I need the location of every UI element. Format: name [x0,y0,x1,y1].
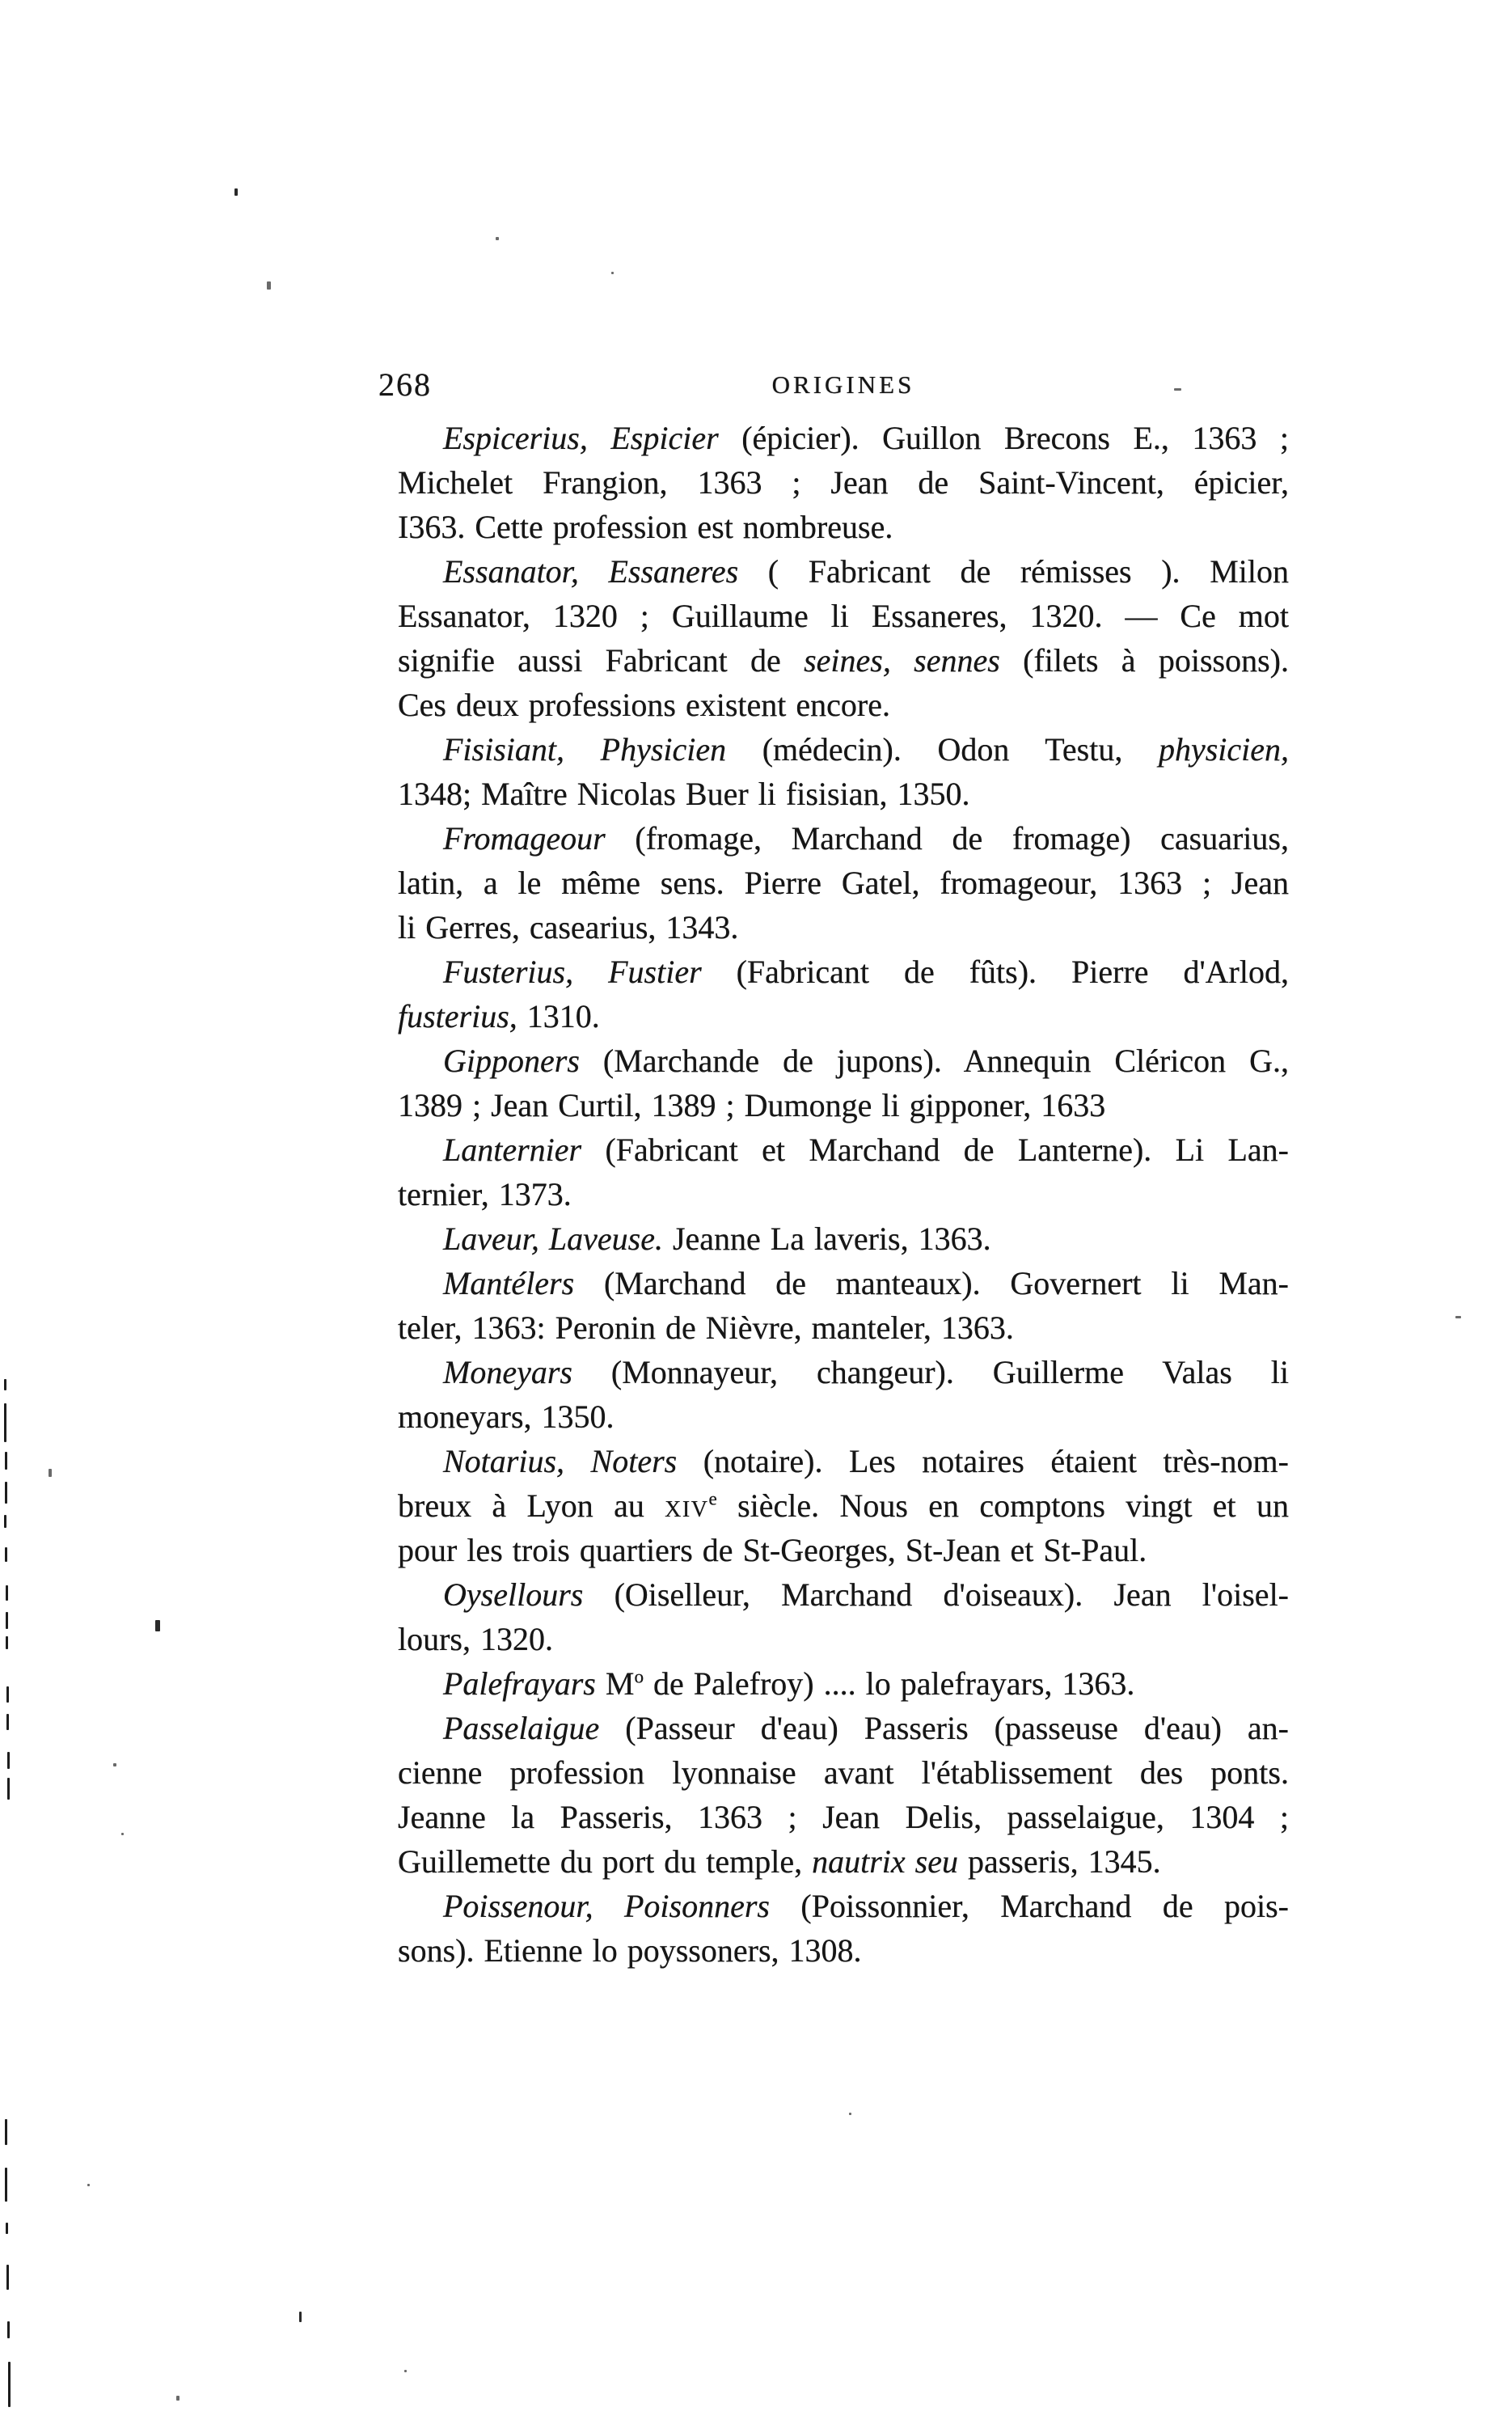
text-line: I363. Cette profession est nombreuse. [398,509,893,545]
text-line: Gipponers (Marchande de jupons). Annequin Cléricon G., [443,1043,1289,1079]
text-line: Fisisiant, Physicien (médecin). Odon Testu, physicien, [443,731,1289,768]
scan-artifact [7,1752,10,1769]
text-line: li Gerres, casearius, 1343. [398,909,739,946]
scan-artifact [4,1403,6,1442]
text-line: Laveur, Laveuse. Jeanne La laveris, 1363. [443,1221,991,1257]
text-line: cienne profession lyonnaise avant l'établissement des ponts. [398,1754,1289,1791]
page-header [378,364,1289,414]
scan-artifact [6,2223,8,2234]
paragraph [398,1572,1289,1661]
paragraph [398,549,1289,727]
scan-artifact [5,1482,7,1504]
text-line: ternier, 1373. [398,1176,572,1212]
paragraphs-container [398,416,1289,1973]
paragraph [398,1884,1289,1973]
scan-artifact [6,1612,8,1629]
text-line: lours, 1320. [398,1621,553,1657]
scan-artifact [7,2321,10,2338]
text-line: Espicerius, Espicier (épicier). Guillon Brecons E., 1363 ; [443,420,1290,456]
text-line: Palefrayars $M^o$ de Palefroy) .... lo palefrayars, 1363. [443,1665,1135,1702]
scan-artifact [1174,388,1181,391]
text-line: 1348; Maître Nicolas Buer li fisisian, 1350. [398,776,970,812]
scan-artifact [121,1833,124,1835]
text-line: Mantélers (Marchand de manteaux). Governert li Man- [443,1265,1289,1301]
text-line: Fusterius, Fustier (Fabricant de fûts). Pierre d'Arlod, [443,954,1289,990]
text-line: Guillemette du port du temple, nautrix seu passeris, 1345. [398,1843,1161,1880]
paragraph [398,1706,1289,1884]
paragraph [398,727,1289,816]
paragraph [398,950,1289,1039]
text-line: breux à Lyon au xiv$^e$ siècle. Nous en comptons vingt et un [398,1487,1290,1524]
scan-artifact [5,2119,7,2145]
scan-artifact [6,1714,9,1730]
text-line: signifie aussi Fabricant de seines, sennes (filets à poissons). [398,642,1289,679]
text-line: teler, 1363: Peronin de Nièvre, manteler, 1363. [398,1309,1014,1346]
scan-artifact [4,1379,6,1390]
scan-artifact [849,2113,851,2115]
scan-artifact [49,1469,52,1477]
paragraph [398,1039,1289,1128]
text-line: latin, a le même sens. Pierre Gatel, fromageour, 1363 ; Jean [398,865,1289,901]
text-line: Ces deux professions existent encore. [398,687,890,723]
scan-artifact [6,1585,8,1601]
text-line: pour les trois quartiers de St-Georges, St-Jean et St-Paul. [398,1532,1147,1568]
paragraph [398,816,1289,950]
text-line: sons). Etienne lo poyssoners, 1308. [398,1932,862,1969]
text-line: Moneyars (Monnayeur, changeur). Guillerme Valas li [443,1354,1289,1390]
scan-artifact [176,2396,179,2401]
text-line: Jeanne la Passeris, 1363 ; Jean Delis, passelaigue, 1304 ; [398,1799,1289,1835]
text-line: 1389 ; Jean Curtil, 1389 ; Dumonge li gipponer, 1633 [398,1087,1106,1123]
scan-artifact [4,1515,6,1528]
scan-artifact [87,2184,90,2186]
scan-artifact [6,1636,8,1649]
text-line: Michelet Frangion, 1363 ; Jean de Saint-Vincent, épicier, [398,464,1289,501]
paragraph [398,1261,1289,1350]
paragraph [398,416,1289,549]
paragraph [398,1128,1289,1216]
scan-artifact [5,1452,7,1470]
paragraph [398,1350,1289,1439]
page-number: 268 [378,366,432,403]
paragraph [398,1439,1289,1572]
paragraph [398,1216,1289,1261]
running-title: ORIGINES [771,370,915,399]
text-line: fusterius, 1310. [398,998,600,1034]
scan-artifact [1455,1316,1461,1318]
scan-artifact [8,2362,11,2407]
scan-artifact [6,2265,9,2290]
scan-artifact [5,1547,7,1562]
scan-artifact [267,281,271,290]
scan-artifact [7,1778,10,1800]
scan-artifact [155,1620,160,1631]
scan-artifact [6,1686,9,1703]
text-line: Essanator, Essaneres ( Fabricant de rémisses ). Milon [443,553,1289,590]
text-line: moneyars, 1350. [398,1398,615,1435]
text-line: Oysellours (Oiselleur, Marchand d'oiseaux). Jean l'oisel- [443,1576,1289,1613]
text-line: Poissenour, Poisonners (Poissonnier, Marchand de pois- [443,1888,1289,1924]
scan-artifact [5,2168,7,2202]
text-line: Lanternier (Fabricant et Marchand de Lanterne). Li Lan- [443,1132,1289,1168]
text-line: Passelaigue (Passeur d'eau) Passeris (passeuse d'eau) an- [443,1710,1289,1746]
scan-artifact [611,272,614,274]
scan-artifact [496,237,499,240]
paragraph [398,1661,1289,1706]
scan-artifact [299,2312,302,2322]
scan-artifact [404,2370,407,2372]
text-line: Notarius, Noters (notaire). Les notaires étaient très-nom- [443,1443,1289,1479]
scan-artifact [113,1763,116,1766]
scan-artifact [234,188,238,196]
text-line: Fromageour (fromage, Marchand de fromage) casuarius, [443,820,1289,857]
text-block [378,364,1290,1973]
text-line: Essanator, 1320 ; Guillaume li Essaneres, 1320. — Ce mot [398,598,1289,634]
